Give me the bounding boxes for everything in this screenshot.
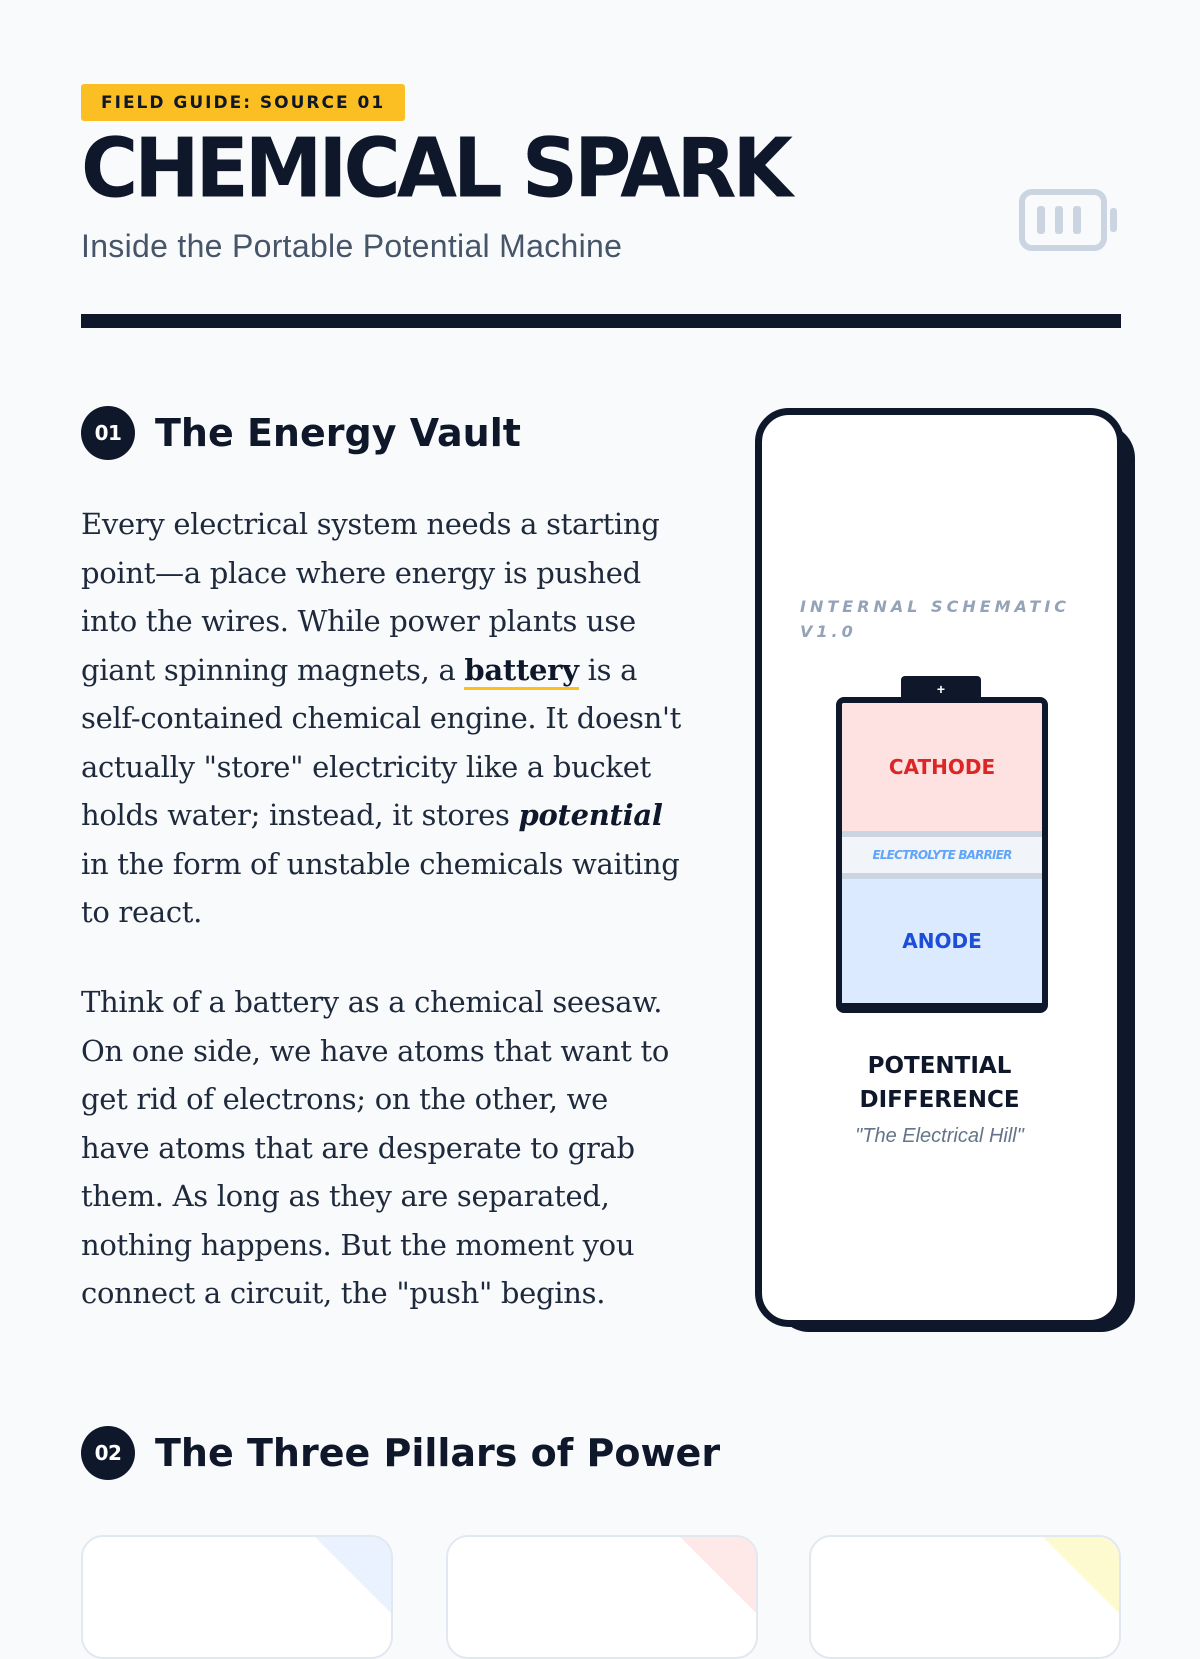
field-guide-tag: FIELD GUIDE: SOURCE 01 bbox=[81, 84, 405, 121]
keyword-battery: battery bbox=[464, 653, 578, 690]
battery-icon bbox=[1018, 188, 1120, 252]
corner-accent bbox=[678, 1535, 758, 1615]
text-run: is a self-contained chemical engine. It doesn't actually "store" electricity like a bucket holds water; instead, it stores bbox=[81, 652, 681, 832]
seesaw-paragraph: Think of a battery as a chemical seesaw. On one side, we have atoms that want to get rid of electrons; on the other, we have atoms that are desperate to grab them. As long as they are separated, nothing happens. But the moment you connect a circuit, the "push" begins. bbox=[81, 985, 670, 1310]
pillar-card bbox=[809, 1535, 1121, 1659]
text-run: in the form of unstable chemicals waiting to react. bbox=[81, 846, 680, 929]
page-title: CHEMICAL SPARK bbox=[81, 121, 789, 217]
schematic-label: INTERNAL SCHEMATIC V1.0 bbox=[800, 597, 1071, 641]
anode-layer bbox=[842, 879, 1042, 1003]
cathode-label: CATHODE bbox=[888, 755, 996, 779]
potential-difference-subtitle: "The Electrical Hill" bbox=[855, 1125, 1024, 1147]
section-heading-energy-vault bbox=[81, 406, 521, 460]
section-heading-three-pillars bbox=[81, 1426, 720, 1480]
section-title: The Energy Vault bbox=[155, 411, 521, 455]
emphasis-potential: potential bbox=[518, 798, 663, 832]
intro-paragraph bbox=[81, 500, 681, 937]
header-divider bbox=[81, 314, 1121, 328]
positive-terminal: + bbox=[901, 676, 981, 700]
schematic-card bbox=[755, 408, 1124, 1327]
pillar-card bbox=[81, 1535, 393, 1659]
battery-cell-diagram bbox=[836, 697, 1048, 1013]
section-number: 01 bbox=[81, 406, 135, 460]
section-title: The Three Pillars of Power bbox=[155, 1431, 721, 1475]
cathode-layer bbox=[842, 703, 1042, 831]
anode-label: ANODE bbox=[902, 929, 982, 953]
corner-accent bbox=[1041, 1535, 1121, 1615]
electrolyte-barrier-layer bbox=[842, 831, 1042, 879]
text-run: Every electrical system needs a starting point—a place where energy is pushed into the wires. While power plants use giant spinning magnets, a bbox=[81, 507, 660, 687]
page-subtitle: Inside the Portable Potential Machine bbox=[81, 228, 623, 264]
caption-title: POTENTIAL DIFFERENCE bbox=[859, 1053, 1020, 1113]
barrier-label: ELECTROLYTE BARRIER bbox=[872, 848, 1012, 862]
pillar-card bbox=[446, 1535, 758, 1659]
potential-difference-title bbox=[762, 1049, 1117, 1117]
corner-accent bbox=[313, 1535, 393, 1615]
section-number: 02 bbox=[81, 1426, 135, 1480]
